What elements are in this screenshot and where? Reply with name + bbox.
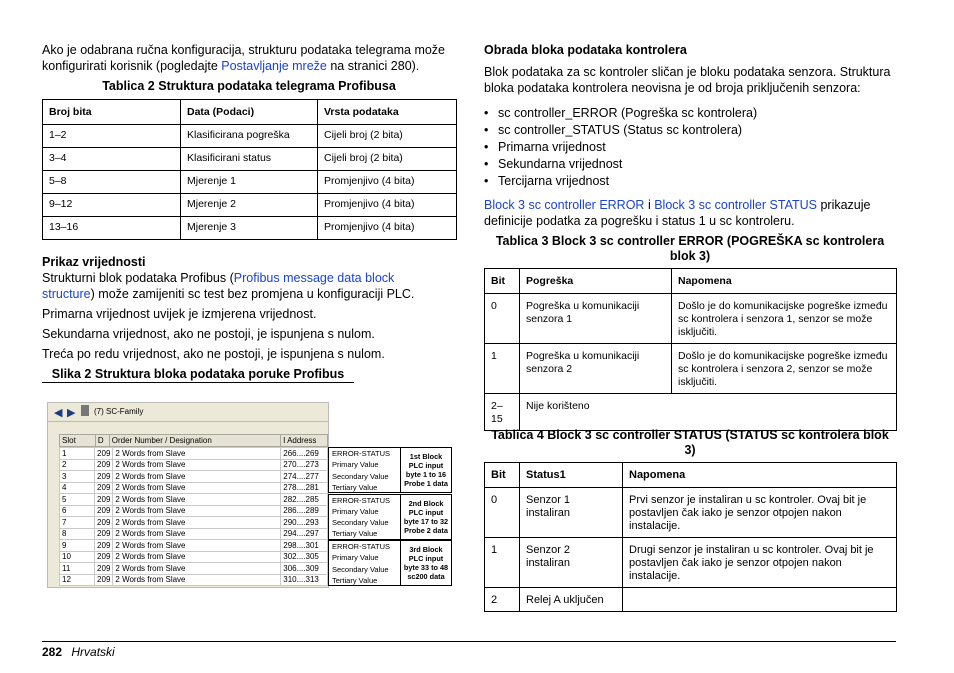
block-description xyxy=(401,541,451,585)
figure-slot-table xyxy=(59,434,328,447)
table-cell: Klasificirana pogreška xyxy=(181,125,318,148)
table4-caption xyxy=(484,428,896,458)
address-cell: 298....301 xyxy=(281,540,328,552)
intro-text-end: na stranici 280). xyxy=(326,59,420,73)
footer-language: Hrvatski xyxy=(71,645,115,659)
designation-cell: 2 Words from Slave xyxy=(113,459,281,471)
d-cell: 209 xyxy=(95,494,113,506)
table-row[interactable] xyxy=(60,528,328,540)
designation-cell: 2 Words from Slave xyxy=(113,471,281,483)
table-cell: 2 xyxy=(485,588,520,612)
d-cell: 209 xyxy=(95,471,113,483)
block-label: Primary Value xyxy=(332,553,379,563)
table-cell: Promjenjivo (4 bita) xyxy=(318,217,457,240)
d-cell: 209 xyxy=(95,482,113,494)
address-cell: 274....277 xyxy=(281,471,328,483)
and-text: i xyxy=(644,198,655,212)
table-cell: Drugi senzor je instaliran u sc kontroler. Ovaj bit je postavljen čak iako je senzor otpojen nakon instalacije. xyxy=(623,538,897,588)
d-cell: 209 xyxy=(95,551,113,563)
block-label: Tertiary Value xyxy=(332,482,378,492)
list-item: • Tercijarna vrijednost xyxy=(484,173,904,190)
block-text: Probe 2 data xyxy=(404,525,448,535)
slot-cell: 2 xyxy=(60,459,95,471)
link-profibus-message[interactable]: Profibus message data block xyxy=(233,271,395,285)
table-cell: Mjerenje 1 xyxy=(181,171,318,194)
slot-cell: 7 xyxy=(60,517,95,529)
block-group xyxy=(328,540,452,586)
block-label: ERROR-STATUS xyxy=(332,542,391,551)
block-text: PLC input xyxy=(408,461,444,470)
prikaz-text-end: ) može zamijeniti sc test bez promjena u konfiguraciji PLC. xyxy=(90,287,415,301)
block-description xyxy=(401,495,451,539)
table-cell xyxy=(623,588,897,612)
designation-cell: 2 Words from Slave xyxy=(113,448,281,460)
table-row[interactable] xyxy=(60,482,328,494)
slot-cell: 10 xyxy=(60,551,95,563)
right-section xyxy=(484,42,904,229)
table-cell: Pogreška u komunikaciji senzora 2 xyxy=(520,344,672,394)
table-row[interactable] xyxy=(60,448,328,460)
address-cell: 270....273 xyxy=(281,459,328,471)
block-label: ERROR-STATUS xyxy=(332,495,391,505)
table-cell: Senzor 2 instaliran xyxy=(520,538,623,588)
d-cell: 209 xyxy=(95,540,113,552)
block-group xyxy=(328,447,452,493)
block-text: PLC input xyxy=(408,554,444,563)
slot-cell: 11 xyxy=(60,563,95,575)
figure-caption-rule xyxy=(42,382,354,383)
table3-caption-line-1: Tablica 3 Block 3 sc controller ERROR (POGREŠKA sc kontrolera xyxy=(495,234,885,248)
table4-header-status: Status1 xyxy=(520,463,623,488)
table2-header-type: Vrsta podataka xyxy=(318,100,457,125)
d-cell: 209 xyxy=(95,459,113,471)
address-cell: 286....289 xyxy=(281,505,328,517)
block-labels xyxy=(329,448,401,492)
table-row xyxy=(485,394,897,431)
controller-bullet-list xyxy=(484,105,904,190)
right-para-1: Blok podataka za sc kontroler sličan je bloku podataka senzora. Struktura xyxy=(484,65,891,79)
block-label: Primary Value xyxy=(332,506,379,516)
d-cell: 209 xyxy=(95,517,113,529)
list-item: • Sekundarna vrijednost xyxy=(484,156,904,173)
table-row xyxy=(485,588,897,612)
table3-caption-line-2: blok 3) xyxy=(669,249,711,263)
address-cell: 310....313 xyxy=(281,574,328,586)
table3-header-bit: Bit xyxy=(485,269,520,294)
designation-cell: 2 Words from Slave xyxy=(113,574,281,586)
table-cell: Relej A uključen xyxy=(520,588,623,612)
table-row[interactable] xyxy=(60,505,328,517)
prikaz-line-2 xyxy=(42,286,462,302)
figure-window-title: (7) SC-Family xyxy=(94,407,144,416)
block-description xyxy=(401,448,451,492)
slot-cell: 5 xyxy=(60,494,95,506)
d-cell: 209 xyxy=(95,448,113,460)
intro-line-2 xyxy=(42,58,462,74)
table-row[interactable] xyxy=(60,540,328,552)
forward-arrow-icon[interactable]: ▶ xyxy=(67,407,76,419)
table2-caption: Tablica 2 Struktura podataka telegrama Profibusa xyxy=(102,79,396,93)
slot-cell: 4 xyxy=(60,482,95,494)
table2-header-bit: Broj bita xyxy=(43,100,181,125)
block-labels xyxy=(329,495,401,539)
table-row[interactable] xyxy=(60,494,328,506)
table-row xyxy=(43,148,457,171)
table4-caption-line-1: Tablica 4 Block 3 sc controller STATUS (STATUS sc kontrolera blok xyxy=(491,428,889,442)
designation-cell: 2 Words from Slave xyxy=(113,563,281,575)
address-cell: 294....297 xyxy=(281,528,328,540)
designation-cell: 2 Words from Slave xyxy=(113,540,281,552)
d-cell: 209 xyxy=(95,505,113,517)
footer-rule xyxy=(42,641,896,642)
table-cell: 0 xyxy=(485,488,520,538)
slot-cell: 12 xyxy=(60,574,95,586)
device-icon xyxy=(81,405,89,416)
designation-cell: 2 Words from Slave xyxy=(113,482,281,494)
block-labels xyxy=(329,541,401,585)
list-item: • sc controller_ERROR (Pogreška sc kontrolera) xyxy=(484,105,904,122)
table-cell: 2–15 xyxy=(485,394,520,431)
block-text: byte 33 to 48 xyxy=(403,563,449,572)
intro-line-1: Ako je odabrana ručna konfiguracija, strukturu podataka telegrama može xyxy=(42,43,446,57)
table-row xyxy=(43,217,457,240)
table-row xyxy=(43,125,457,148)
d-cell: 209 xyxy=(95,563,113,575)
slot-cell: 9 xyxy=(60,540,95,552)
table-cell: Došlo je do komunikacijske pogreške između sc kontrolera i senzora 2, senzor se može isključiti. xyxy=(672,344,897,394)
d-cell: 209 xyxy=(95,528,113,540)
header-order: Order Number / Designation xyxy=(109,435,280,447)
table-cell: 5–8 xyxy=(43,171,181,194)
table2 xyxy=(42,99,457,240)
table-cell: Prvi senzor je instaliran u sc kontroler. Ovaj bit je postavljen čak iako je senzor otpojen nakon instalacije. xyxy=(623,488,897,538)
block-text: PLC input xyxy=(408,507,444,517)
table-cell: Mjerenje 3 xyxy=(181,217,318,240)
link-postavljanje-mreze[interactable]: Postavljanje mreže xyxy=(221,59,327,73)
address-cell: 266....269 xyxy=(281,448,328,460)
table3 xyxy=(484,268,897,431)
table-row xyxy=(43,194,457,217)
list-item: • Primarna vrijednost xyxy=(484,139,904,156)
page-number: 282 xyxy=(42,645,63,659)
table-row[interactable] xyxy=(60,517,328,529)
para-tertiary: Treća po redu vrijednost, ako ne postoji, je ispunjena s nulom. xyxy=(42,347,385,361)
table3-caption xyxy=(484,234,896,264)
table-row[interactable] xyxy=(60,574,328,586)
table-row[interactable] xyxy=(60,551,328,563)
block-text: byte 1 to 16 xyxy=(405,470,447,479)
figure-caption: Slika 2 Struktura bloka podataka poruke Profibus xyxy=(51,367,345,381)
table4-header-bit: Bit xyxy=(485,463,520,488)
prikaz-line-1 xyxy=(42,270,462,286)
table-cell: 9–12 xyxy=(43,194,181,217)
table-row[interactable] xyxy=(60,563,328,575)
table4-caption-line-2: 3) xyxy=(684,443,696,457)
table-row[interactable] xyxy=(60,471,328,483)
designation-cell: 2 Words from Slave xyxy=(113,517,281,529)
table-cell: Nije korišteno xyxy=(520,394,897,431)
block-text: 2nd Block xyxy=(408,498,444,508)
block-label: Primary Value xyxy=(332,460,379,470)
prikaz-heading: Prikaz vrijednosti xyxy=(42,255,146,269)
table-cell: 1–2 xyxy=(43,125,181,148)
table-cell: Cijeli broj (2 bita) xyxy=(318,148,457,171)
table-row xyxy=(485,294,897,344)
table-cell: Klasificirani status xyxy=(181,148,318,171)
table-cell: Promjenjivo (4 bita) xyxy=(318,171,457,194)
table3-header-error: Pogreška xyxy=(520,269,672,294)
table-cell: 0 xyxy=(485,294,520,344)
block-label: Tertiary Value xyxy=(332,575,378,585)
table-cell: 13–16 xyxy=(43,217,181,240)
link-block3-error[interactable]: Block 3 sc controller ERROR xyxy=(484,198,645,212)
def-para: definicije podatka za pogrešku i status 1 u sc kontroleru. xyxy=(484,214,795,228)
link-block3-status[interactable]: Block 3 sc controller STATUS xyxy=(654,198,817,212)
header-slot: Slot xyxy=(60,435,96,447)
block-label: Secondary Value xyxy=(332,518,389,528)
block-label: Tertiary Value xyxy=(332,529,378,539)
right-para-2: bloka podataka kontrolera neovisna je od broja priključenih senzora: xyxy=(484,81,861,95)
designation-cell: 2 Words from Slave xyxy=(113,551,281,563)
table-row xyxy=(43,171,457,194)
header-address: I Address xyxy=(281,435,328,447)
designation-cell: 2 Words from Slave xyxy=(113,494,281,506)
prikaz-text: Strukturni blok podataka Profibus ( xyxy=(42,271,234,285)
figure-rows xyxy=(59,447,328,586)
header-d: D xyxy=(95,435,109,447)
table-row[interactable] xyxy=(60,459,328,471)
d-cell: 209 xyxy=(95,574,113,586)
table-cell: Cijeli broj (2 bita) xyxy=(318,125,457,148)
slot-cell: 6 xyxy=(60,505,95,517)
figure-screenshot xyxy=(47,402,329,588)
table-row xyxy=(485,344,897,394)
list-item: • sc controller_STATUS (Status sc kontrolera) xyxy=(484,122,904,139)
table-row xyxy=(485,538,897,588)
table2-header-data: Data (Podaci) xyxy=(181,100,318,125)
table4-header-note: Napomena xyxy=(623,463,897,488)
table-cell: 1 xyxy=(485,344,520,394)
address-cell: 302....305 xyxy=(281,551,328,563)
para-secondary: Sekundarna vrijednost, ako ne postoji, je ispunjena s nulom. xyxy=(42,327,375,341)
table-cell: Mjerenje 2 xyxy=(181,194,318,217)
table4 xyxy=(484,462,897,612)
address-cell: 290....293 xyxy=(281,517,328,529)
block-label: ERROR-STATUS xyxy=(332,449,391,458)
footer xyxy=(42,645,115,659)
back-arrow-icon[interactable]: ◀ xyxy=(54,407,63,419)
designation-cell: 2 Words from Slave xyxy=(113,505,281,517)
table-cell: Promjenjivo (4 bita) xyxy=(318,194,457,217)
figure-toolbar xyxy=(48,403,328,422)
table-cell: Senzor 1 instaliran xyxy=(520,488,623,538)
block-group xyxy=(328,494,452,540)
right-heading: Obrada bloka podataka kontrolera xyxy=(484,43,687,57)
link-structure[interactable]: structure xyxy=(42,287,91,301)
table-row xyxy=(60,435,328,447)
block-text: byte 17 to 32 xyxy=(403,516,449,526)
slot-cell: 8 xyxy=(60,528,95,540)
block-text: Probe 1 data xyxy=(404,479,448,488)
table-cell: 1 xyxy=(485,538,520,588)
links-para xyxy=(484,197,904,213)
table-cell: Došlo je do komunikacijske pogreške između sc kontrolera i senzora 1, senzor se može isključiti. xyxy=(672,294,897,344)
block-text: sc200 data xyxy=(407,572,445,581)
address-cell: 306....309 xyxy=(281,563,328,575)
designation-cell: 2 Words from Slave xyxy=(113,528,281,540)
block-label: Secondary Value xyxy=(332,564,389,574)
block-text: 1st Block xyxy=(409,452,443,461)
block-text: 3rd Block xyxy=(409,545,443,554)
slot-cell: 1 xyxy=(60,448,95,460)
intro-text: konfigurirati korisnik (pogledajte xyxy=(42,59,222,73)
table-row xyxy=(485,488,897,538)
table-cell: Pogreška u komunikaciji senzora 1 xyxy=(520,294,672,344)
address-cell: 278....281 xyxy=(281,482,328,494)
address-cell: 282....285 xyxy=(281,494,328,506)
para-primary: Primarna vrijednost uvijek je izmjerena vrijednost. xyxy=(42,307,317,321)
table-cell: 3–4 xyxy=(43,148,181,171)
table3-header-note: Napomena xyxy=(672,269,897,294)
prikaz-section xyxy=(42,254,462,362)
intro-paragraph xyxy=(42,42,462,74)
links-text-end: prikazuje xyxy=(816,198,871,212)
block-label: Secondary Value xyxy=(332,471,389,481)
slot-cell: 3 xyxy=(60,471,95,483)
